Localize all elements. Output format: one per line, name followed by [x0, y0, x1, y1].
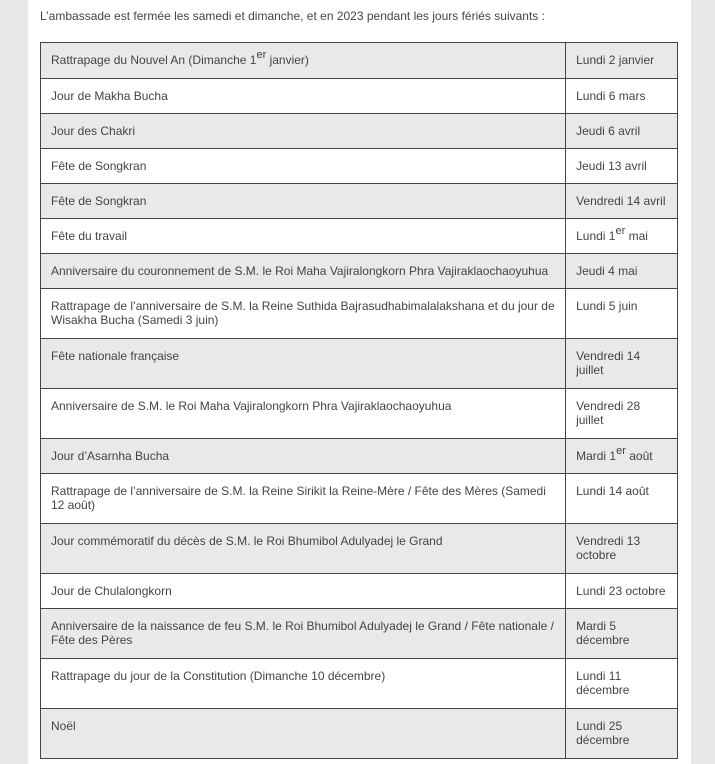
holiday-date-text: Lundi 5 juin — [576, 299, 638, 313]
holiday-name-text: Jour des Chakri — [51, 124, 136, 138]
holiday-date-text: Lundi 14 août — [576, 484, 649, 498]
holiday-name-text: Anniversaire de S.M. le Roi Maha Vajiralongkorn Phra Vajiraklaochaoyuhua — [51, 399, 452, 413]
table-row — [41, 43, 678, 79]
holiday-name-text: Jour de Chulalongkorn — [51, 584, 172, 598]
holiday-date — [566, 474, 678, 524]
table-row — [41, 114, 678, 149]
holiday-date — [566, 219, 678, 254]
holiday-date-text: Lundi 2 janvier — [576, 53, 655, 67]
holiday-name — [41, 709, 566, 759]
holiday-name — [41, 254, 566, 289]
holiday-name-text: Fête du travail — [51, 229, 128, 243]
holiday-date-superscript: er — [616, 445, 626, 457]
holiday-name — [41, 574, 566, 609]
holiday-date-text: Mardi 1 — [576, 449, 617, 463]
holiday-date-text-after: août — [625, 449, 653, 463]
holiday-name-superscript: er — [256, 49, 267, 61]
holiday-name — [41, 474, 566, 524]
holiday-name-text: Rattrapage de l’anniversaire de S.M. la Reine Suthida Bajrasudhabimalalakshana et du jour de Wisakha Bucha (Samedi 3 juin) — [51, 299, 555, 327]
holiday-date — [566, 609, 678, 659]
holiday-name-text: Jour d’Asarnha Bucha — [51, 449, 170, 463]
holiday-name — [41, 149, 566, 184]
holiday-date — [566, 574, 678, 609]
table-row — [41, 474, 678, 524]
holiday-date — [566, 439, 678, 474]
holiday-date — [566, 524, 678, 574]
holiday-date — [566, 184, 678, 219]
holiday-name — [41, 439, 566, 474]
table-row — [41, 289, 678, 339]
holiday-date-text: Vendredi 28 juillet — [576, 399, 641, 427]
holiday-date-superscript: er — [615, 225, 626, 237]
holiday-name-text: Anniversaire de la naissance de feu S.M. le Roi Bhumibol Adulyadej le Grand / Fête nationale / Fête des Pères — [51, 619, 554, 647]
holiday-date — [566, 339, 678, 389]
table-row — [41, 389, 678, 439]
table-row — [41, 659, 678, 709]
table-row — [41, 439, 678, 474]
holiday-name — [41, 43, 566, 79]
holiday-date — [566, 43, 678, 79]
holiday-date-text: Vendredi 14 juillet — [576, 349, 641, 377]
holiday-name-text: Fête nationale française — [51, 349, 180, 363]
holiday-date-text: Jeudi 4 mai — [576, 264, 638, 278]
holiday-name-text: Rattrapage de l’anniversaire de S.M. la Reine Sirikit la Reine-Mère / Fête des Mères (Samedi 12 août) — [51, 484, 546, 512]
table-row — [41, 709, 678, 759]
holiday-date-text: Lundi 6 mars — [576, 89, 646, 103]
holiday-name — [41, 114, 566, 149]
intro-text: L’ambassade est fermée les samedi et dimanche, et en 2023 pendant les jours fériés suivants : — [40, 9, 545, 23]
holiday-name — [41, 339, 566, 389]
holiday-date-text: Jeudi 13 avril — [576, 159, 647, 173]
holiday-date-text: Vendredi 14 avril — [576, 194, 666, 208]
holiday-name-text: Rattrapage du Nouvel An (Dimanche 1 — [51, 53, 257, 67]
holiday-name-text: Fête de Songkran — [51, 159, 147, 173]
holiday-date-text: Vendredi 13 octobre — [576, 534, 641, 562]
holiday-name — [41, 79, 566, 114]
holiday-date — [566, 289, 678, 339]
table-row — [41, 254, 678, 289]
holiday-name — [41, 659, 566, 709]
holiday-date-text: Lundi 23 octobre — [576, 584, 666, 598]
holiday-date-text: Lundi 1 — [576, 229, 616, 243]
holiday-date — [566, 79, 678, 114]
holiday-name-text-after: janvier) — [266, 53, 309, 67]
holiday-date — [566, 254, 678, 289]
holiday-name — [41, 219, 566, 254]
content-panel — [28, 0, 691, 764]
holiday-date-text-after: mai — [625, 229, 648, 243]
holiday-date-text: Lundi 11 décembre — [576, 669, 630, 697]
table-row — [41, 79, 678, 114]
holidays-table — [40, 42, 678, 759]
holiday-date — [566, 149, 678, 184]
holiday-date-text: Lundi 25 décembre — [576, 719, 630, 747]
holiday-name-text: Rattrapage du jour de la Constitution (Dimanche 10 décembre) — [51, 669, 386, 683]
holiday-date — [566, 114, 678, 149]
holiday-name-text: Anniversaire du couronnement de S.M. le Roi Maha Vajiralongkorn Phra Vajiraklaochaoyuhua — [51, 264, 549, 278]
holiday-name — [41, 524, 566, 574]
table-row — [41, 339, 678, 389]
holiday-date-text: Mardi 5 décembre — [576, 619, 630, 647]
table-row — [41, 149, 678, 184]
holiday-date — [566, 709, 678, 759]
table-row — [41, 219, 678, 254]
holiday-name-text: Jour de Makha Bucha — [51, 89, 168, 103]
holiday-name-text: Fête de Songkran — [51, 194, 147, 208]
holiday-name-text: Noël — [51, 719, 76, 733]
table-row — [41, 609, 678, 659]
holiday-date-text: Jeudi 6 avril — [576, 124, 641, 138]
table-row — [41, 524, 678, 574]
table-row — [41, 574, 678, 609]
holiday-name-text: Jour commémoratif du décès de S.M. le Roi Bhumibol Adulyadej le Grand — [51, 534, 443, 548]
holiday-name — [41, 289, 566, 339]
holiday-date — [566, 389, 678, 439]
holiday-name — [41, 389, 566, 439]
holiday-date — [566, 659, 678, 709]
holiday-name — [41, 609, 566, 659]
table-row — [41, 184, 678, 219]
holiday-name — [41, 184, 566, 219]
